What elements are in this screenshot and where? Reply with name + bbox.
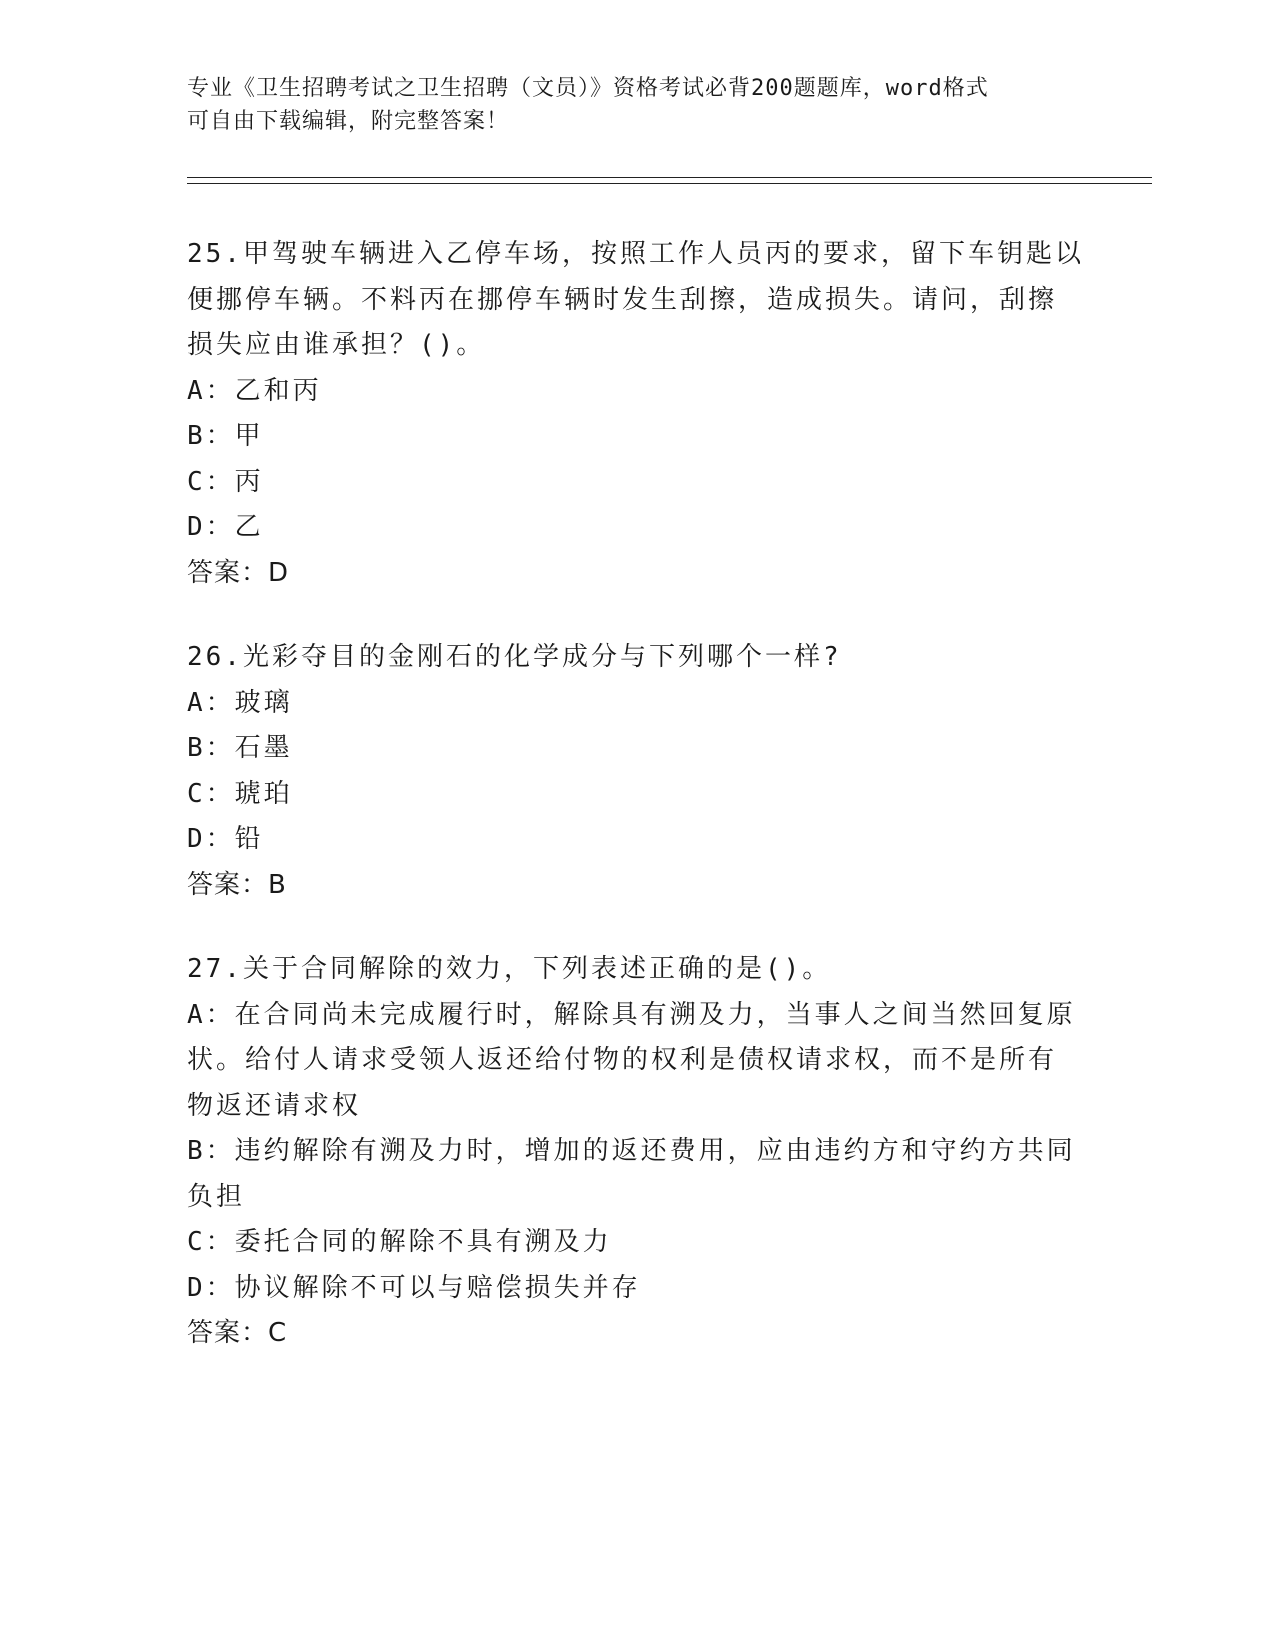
question-stem-line: 27.关于合同解除的效力，下列表述正确的是()。 xyxy=(187,954,832,984)
question-stem-line: 26.光彩夺目的金刚石的化学成分与下列哪个一样? xyxy=(187,642,842,672)
option-b-continued: 负担 xyxy=(187,1181,246,1212)
question-list xyxy=(187,232,1087,1396)
option-a-continued: 物返还请求权 xyxy=(187,1090,362,1121)
document-header xyxy=(187,72,1087,138)
answer-line: 答案：D xyxy=(187,557,290,588)
option-d: D：铅 xyxy=(187,824,264,854)
question-stem-line: 损失应由谁承担？()。 xyxy=(187,330,486,360)
option-a: A：乙和丙 xyxy=(187,375,322,406)
question-27 xyxy=(187,947,1087,1357)
option-c: C：丙 xyxy=(187,466,264,497)
header-divider-top xyxy=(187,177,1152,178)
option-b: B：违约解除有溯及力时，增加的返还费用，应由违约方和守约方共同 xyxy=(187,1136,1076,1166)
option-c: C：委托合同的解除不具有溯及力 xyxy=(187,1227,612,1257)
option-b: B：石墨 xyxy=(187,733,293,763)
option-d: D：协议解除不可以与赔偿损失并存 xyxy=(187,1272,641,1303)
header-line-2: 可自由下载编辑，附完整答案！ xyxy=(187,109,510,134)
header-line-1: 专业《卫生招聘考试之卫生招聘（文员）》资格考试必背200题题库，word格式 xyxy=(187,76,989,101)
answer-line: 答案：B xyxy=(187,869,287,900)
option-a: A：在合同尚未完成履行时，解除具有溯及力，当事人之间当然回复原 xyxy=(187,999,1076,1030)
option-d: D：乙 xyxy=(187,512,264,542)
answer-line: 答案：C xyxy=(187,1318,288,1348)
option-b: B：甲 xyxy=(187,421,264,451)
option-a-continued: 状。给付人请求受领人返还给付物的权利是债权请求权，而不是所有 xyxy=(187,1045,1058,1075)
question-25 xyxy=(187,232,1087,596)
question-stem-line: 便挪停车辆。不料丙在挪停车辆时发生刮擦，造成损失。请问，刮擦 xyxy=(187,284,1058,315)
question-26 xyxy=(187,635,1087,908)
question-stem-line: 25.甲驾驶车辆进入乙停车场，按照工作人员丙的要求，留下车钥匙以 xyxy=(187,239,1084,269)
header-divider-bottom xyxy=(187,183,1152,184)
option-a: A：玻璃 xyxy=(187,687,293,718)
option-c: C：琥珀 xyxy=(187,778,293,809)
